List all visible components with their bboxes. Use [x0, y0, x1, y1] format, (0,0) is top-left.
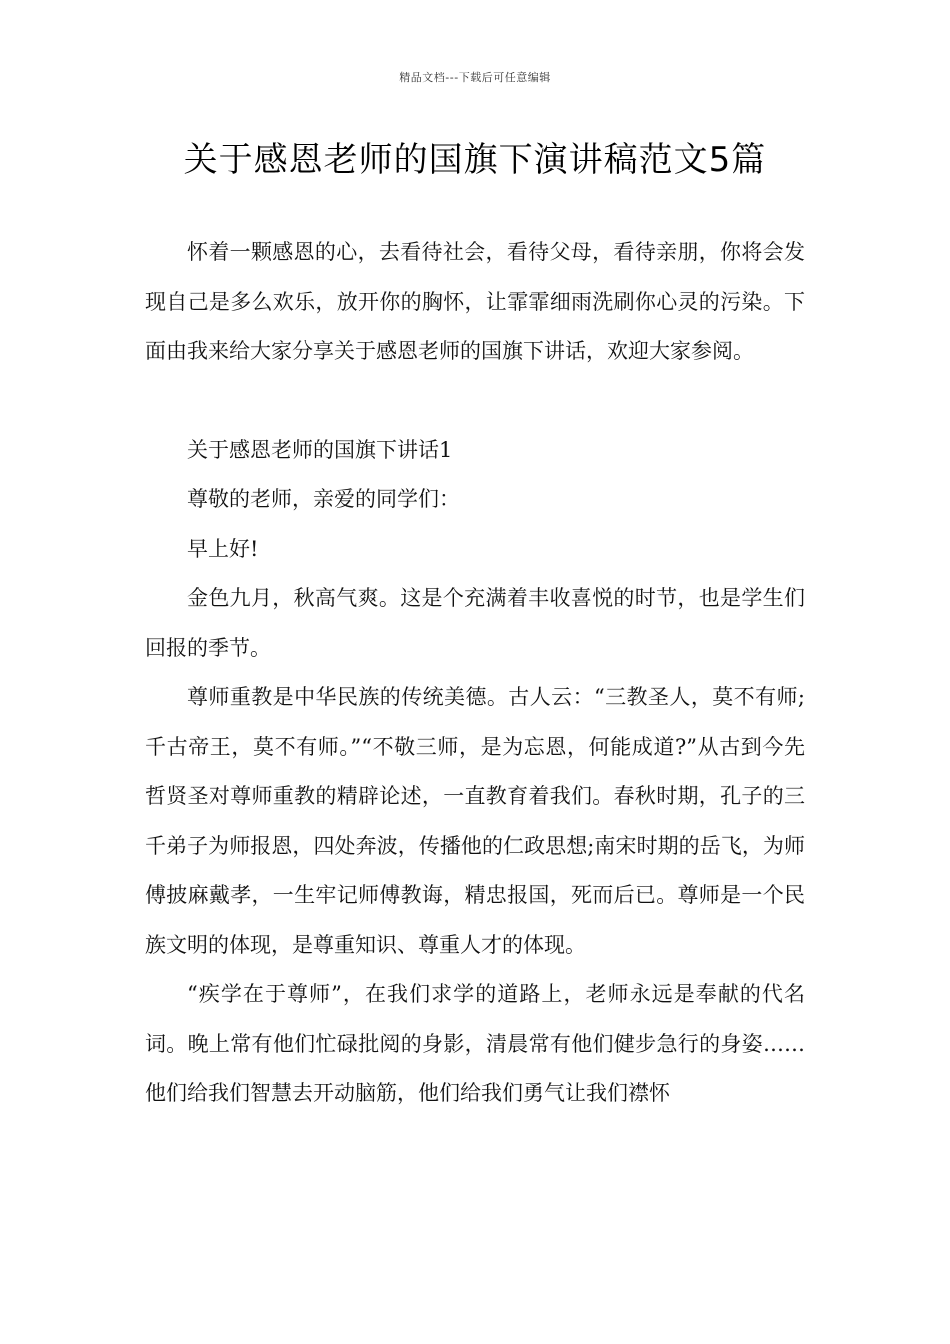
intro-paragraph: 怀着一颗感恩的心，去看待社会，看待父母，看待亲朋，你将会发现自己是多么欢乐，放开你的胸怀，让霏霏细雨洗刷你心灵的污染。下面由我来给大家分享关于感恩老师的国旗下讲话，欢迎大家参阅。 — [145, 240, 805, 363]
paragraph-gap — [145, 377, 805, 426]
document-title: 关于感恩老师的国旗下演讲稿范文5篇 — [183, 140, 767, 180]
header-note: 精品文档---下载后可任意编辑 — [399, 71, 551, 84]
paragraph-3: “疾学在于尊师”，在我们求学的道路上，老师永远是奉献的代名词。晚上常有他们忙碌批阅的身影，清晨常有他们健步急行的身姿……他们给我们智慧去开动脑筋，他们给我们勇气让我们襟怀 — [145, 982, 805, 1105]
document-body — [145, 228, 805, 1119]
section-heading: 关于感恩老师的国旗下讲话1 — [187, 437, 453, 462]
salutation: 尊敬的老师，亲爱的同学们： — [187, 487, 460, 511]
greeting: 早上好! — [187, 536, 259, 561]
paragraph-2: 尊师重教是中华民族的传统美德。古人云：“三教圣人，莫不有师;千古帝王，莫不有师。”“不敬三师，是为忘恩，何能成道?”从古到今先哲贤圣对尊师重教的精辟论述，一直教育着我们。春秋时期，孔子的三千弟子为师报恩，四处奔波，传播他的仁政思想;南宋时期的岳飞，为师傅披麻戴孝，一生牢记师傅教诲，精忠报国，死而后已。尊师是一个民族文明的体现，是尊重知识、尊重人才的体现。 — [145, 685, 805, 957]
paragraph-1: 金色九月，秋高气爽。这是个充满着丰收喜悦的时节，也是学生们回报的季节。 — [145, 586, 805, 660]
